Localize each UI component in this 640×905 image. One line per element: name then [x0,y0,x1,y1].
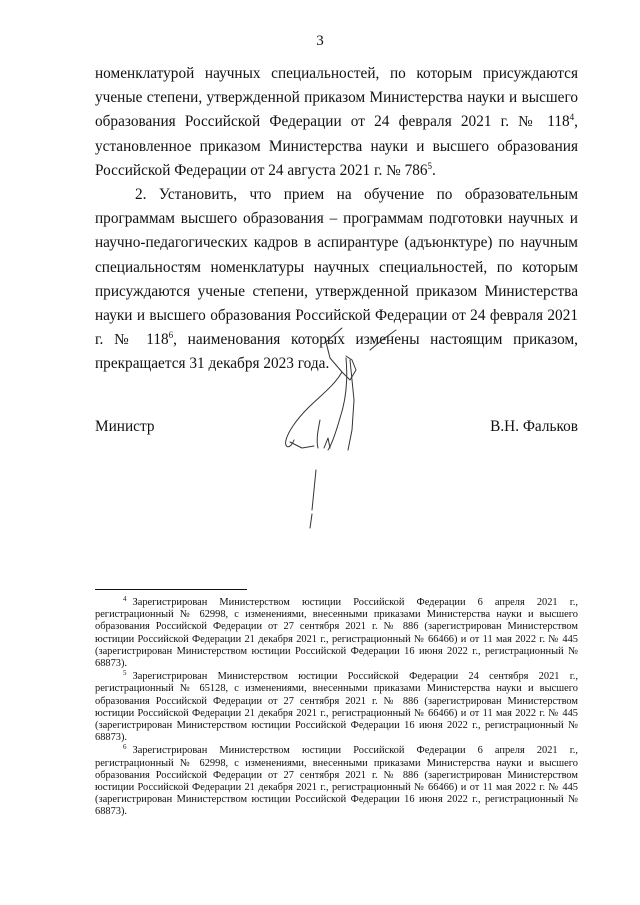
footnote-5-text: Зарегистрирован Министерством юстиции Российской Федерации 24 сентября 2021 г., регистрационный № 65128, с изменениями, внесенными приказами Министерства науки и высшего образования Российской Федерации от 27 сентября 2021 г. № 886 (зарегистрирован Министерством юстиции Российской Федерации 21 декабря 2021 г., регистрационный № 66466) и от 11 мая 2022 г. № 445 (зарегистрирован Министерством юстиции Российской Федерации 16 июня 2022 г., регистрационный № 68873). [95,671,578,744]
footnote-6-text: Зарегистрирован Министерством юстиции Российской Федерации 6 апреля 2021 г., регистрационный № 62998, с изменениями, внесенными приказами Министерства науки и высшего образования Российской Федерации от 27 сентября 2021 г. № 886 (зарегистрирован Министерством юстиции Российской Федерации 21 декабря 2021 г., регистрационный № 66466) и от 11 мая 2022 г. № 445 (зарегистрирован Министерством юстиции Российской Федерации 16 июня 2022 г., регистрационный № 68873). [95,745,578,818]
signatory-position: Министр [95,418,155,435]
footnote-4-text: Зарегистрирован Министерством юстиции Российской Федерации 6 апреля 2021 г., регистрационный № 62998, с изменениями, внесенными приказами Министерства науки и высшего образования Российской Федерации от 27 сентября 2021 г. № 886 (зарегистрирован Министерством юстиции Российской Федерации 21 декабря 2021 г., регистрационный № 66466) и от 11 мая 2022 г. № 445 (зарегистрирован Министерством юстиции Российской Федерации 16 июня 2022 г., регистрационный № 68873). [95,597,578,670]
signatory-name: В.Н. Фальков [490,418,578,435]
footnote-6 [95,742,578,818]
handwritten-signature-icon [250,300,410,540]
footnote-4 [95,594,578,670]
footnote-5-number: 5 [123,668,127,677]
footnote-6-number: 6 [123,742,127,751]
paragraph-2-end: , наименования которых изменены настоящим приказом, прекращается 31 декабря 2023 года. [95,331,578,373]
paragraph-1-middle: , установленное приказом Министерства науки и высшего образования Российской Федерации от 24 августа 2021 г. № 786 [95,113,578,179]
page-number: 3 [316,33,324,49]
footnote-ref-6[interactable]: 6 [168,330,174,341]
paragraph-1 [95,62,578,183]
footnote-ref-5[interactable]: 5 [427,160,433,171]
footnote-5 [95,668,578,744]
paragraph-1-end: . [432,161,436,179]
paragraph-2-text: 2. Установить, что прием на обучение по образовательным программам высшего образования – программам подготовки научных и научно-педагогических кадров в аспирантуре (адъюнктуре) по научным специальностям номенклатуры научных специальностей, по которым присуждаются ученые степени, утвержденной приказом Министерства науки и высшего образования Российской Федерации от 24 февраля 2021 г. № 118 [95,186,578,349]
footnote-ref-4[interactable]: 4 [569,112,575,123]
footnote-separator [95,589,247,590]
footnotes-section [95,594,578,820]
paragraph-1-text: номенклатурой научных специальностей, по которым присуждаются ученые степени, утвержденной приказом Министерства науки и высшего образования Российской Федерации от 24 февраля 2021 г. № 118 [95,65,578,131]
footnote-4-number: 4 [123,594,127,603]
